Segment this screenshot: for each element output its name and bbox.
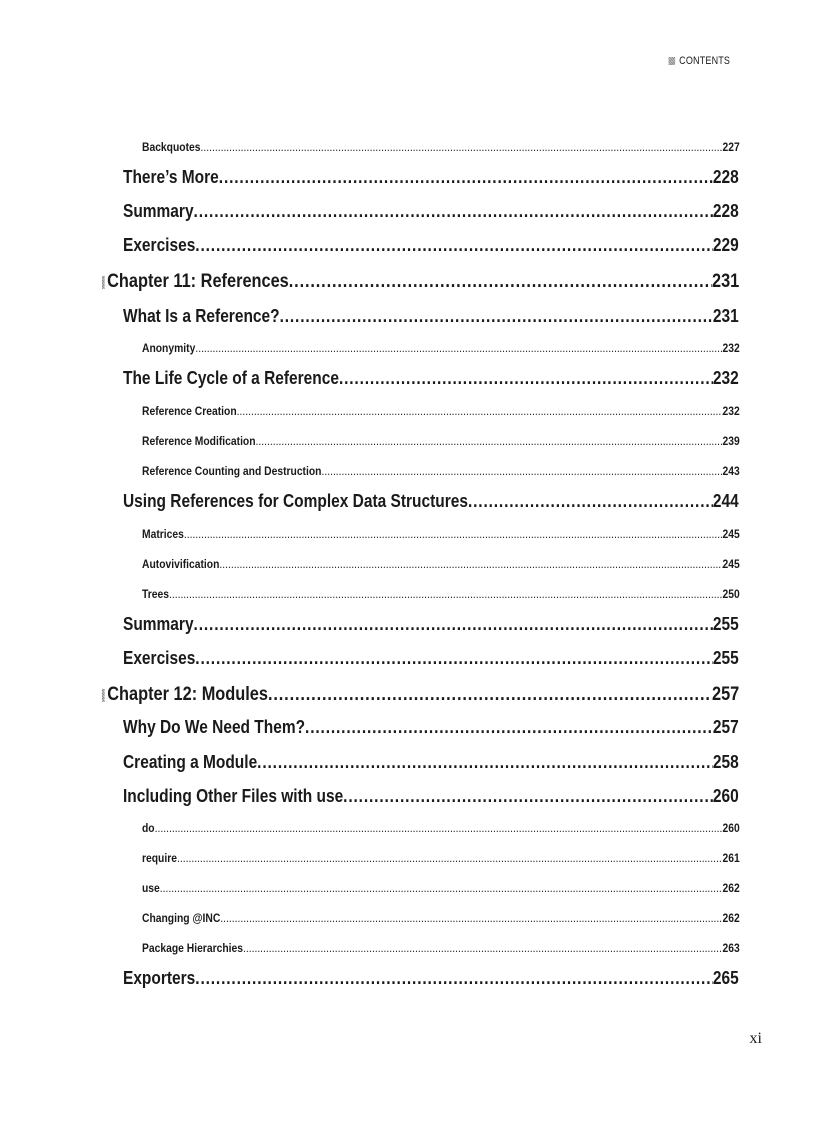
toc-entry-title: Reference Modification — [142, 434, 256, 448]
toc-entry-title: Changing @INC — [142, 911, 221, 925]
toc-entry-title: Exporters — [123, 968, 196, 988]
toc-entry[interactable] — [123, 306, 739, 327]
toc-entry-page: 260 — [722, 821, 740, 835]
toc-entry-page: 228 — [712, 201, 739, 221]
toc-entry-page: 232 — [722, 341, 740, 355]
toc-entry-title: Summary — [123, 614, 194, 634]
toc-entry-page: 257 — [712, 717, 739, 737]
toc-entry-title: Using References for Complex Data Structures — [123, 491, 468, 511]
toc-entry-page: 245 — [722, 557, 740, 571]
toc-entry[interactable] — [142, 851, 740, 865]
toc-entry-page: 265 — [712, 968, 739, 988]
toc-entry[interactable] — [142, 881, 740, 895]
toc-entry-page: 227 — [722, 140, 740, 154]
toc-entry[interactable] — [123, 752, 739, 773]
toc-entry-page: 261 — [722, 851, 740, 865]
toc-entry[interactable] — [123, 968, 739, 989]
toc-entry-page: 245 — [722, 527, 740, 541]
toc-entry-title: Package Hierarchies — [142, 941, 243, 955]
toc-entry-title: Exercises — [123, 648, 196, 668]
toc-entry-title: do — [142, 821, 155, 835]
toc-entry[interactable] — [142, 911, 740, 925]
toc-entry[interactable] — [142, 341, 740, 355]
toc-entry-title: Creating a Module — [123, 752, 258, 772]
toc-entry[interactable] — [142, 587, 740, 601]
toc-entry-title: What Is a Reference? — [123, 306, 280, 326]
toc-entry-page: 255 — [712, 614, 739, 634]
toc-entry[interactable] — [142, 140, 740, 154]
toc-entry-page: 262 — [722, 881, 740, 895]
toc-entry-title: Anonymity — [142, 341, 196, 355]
toc-entry[interactable] — [123, 786, 739, 807]
toc-entry[interactable] — [123, 167, 739, 188]
toc-entry-title: Backquotes — [142, 140, 201, 154]
toc-entry[interactable] — [142, 527, 740, 541]
toc-entry-page: 239 — [722, 434, 740, 448]
toc-chapter-entry[interactable] — [102, 271, 739, 293]
toc-entry-page: 250 — [722, 587, 740, 601]
toc-entry-title: There’s More — [123, 167, 219, 187]
toc-entry-page: 244 — [712, 491, 739, 511]
toc-entry-page: 258 — [712, 752, 739, 772]
toc-entry[interactable] — [142, 821, 740, 835]
toc-entry-title: require — [142, 851, 177, 865]
toc-entry-title: Reference Creation — [142, 404, 237, 418]
toc-entry-page: 232 — [722, 404, 740, 418]
toc-entry-page: 260 — [712, 786, 739, 806]
toc-entry-title: use — [142, 881, 160, 895]
toc-entry[interactable] — [142, 464, 740, 478]
toc-entry-title: Reference Counting and Destruction — [142, 464, 322, 478]
toc-entry-title: Including Other Files with use — [123, 786, 344, 806]
toc-entry-title: Exercises — [123, 235, 196, 255]
toc-entry-page: 262 — [722, 911, 740, 925]
toc-entry[interactable] — [142, 434, 740, 448]
toc-entry-page: 263 — [722, 941, 740, 955]
toc-entry-title: The Life Cycle of a Reference — [123, 368, 339, 388]
toc-entry[interactable] — [123, 368, 739, 389]
header-square-icon — [668, 57, 675, 65]
toc-entry-title: Trees — [142, 587, 169, 601]
toc-entry[interactable] — [123, 201, 739, 222]
toc-entry[interactable] — [123, 717, 739, 738]
chapter-square-icon — [102, 689, 105, 702]
chapter-square-icon — [102, 276, 105, 289]
toc-entry[interactable] — [142, 941, 740, 955]
toc-entry-title: Summary — [123, 201, 194, 221]
toc-entry-title: Chapter 11: References — [107, 271, 289, 292]
toc-entry-title: Why Do We Need Them? — [123, 717, 306, 737]
toc-entry-page: 228 — [712, 167, 739, 187]
toc-entry-page: 229 — [712, 235, 739, 255]
toc-entry[interactable] — [123, 235, 739, 256]
toc-entry-page: 231 — [712, 306, 739, 326]
toc-entry[interactable] — [142, 557, 740, 571]
toc-chapter-entry[interactable] — [102, 684, 739, 706]
toc-entry[interactable] — [142, 404, 740, 418]
running-header — [668, 53, 730, 69]
toc-entry-page: 232 — [712, 368, 739, 388]
toc-entry[interactable] — [123, 491, 739, 512]
toc-entry-page: 243 — [722, 464, 740, 478]
toc-entry-page: 255 — [712, 648, 739, 668]
toc-entry[interactable] — [123, 648, 739, 669]
page-number: xi — [749, 1030, 762, 1047]
toc-entry-title: Matrices — [142, 527, 184, 541]
header-label: CONTENTS — [679, 55, 730, 67]
toc-entry-title: Chapter 12: Modules — [107, 684, 268, 705]
toc-entry[interactable] — [123, 614, 739, 635]
toc-entry-title: Autovivification — [142, 557, 220, 571]
toc-entry-page: 231 — [711, 271, 740, 292]
toc-entry-page: 257 — [711, 684, 740, 705]
